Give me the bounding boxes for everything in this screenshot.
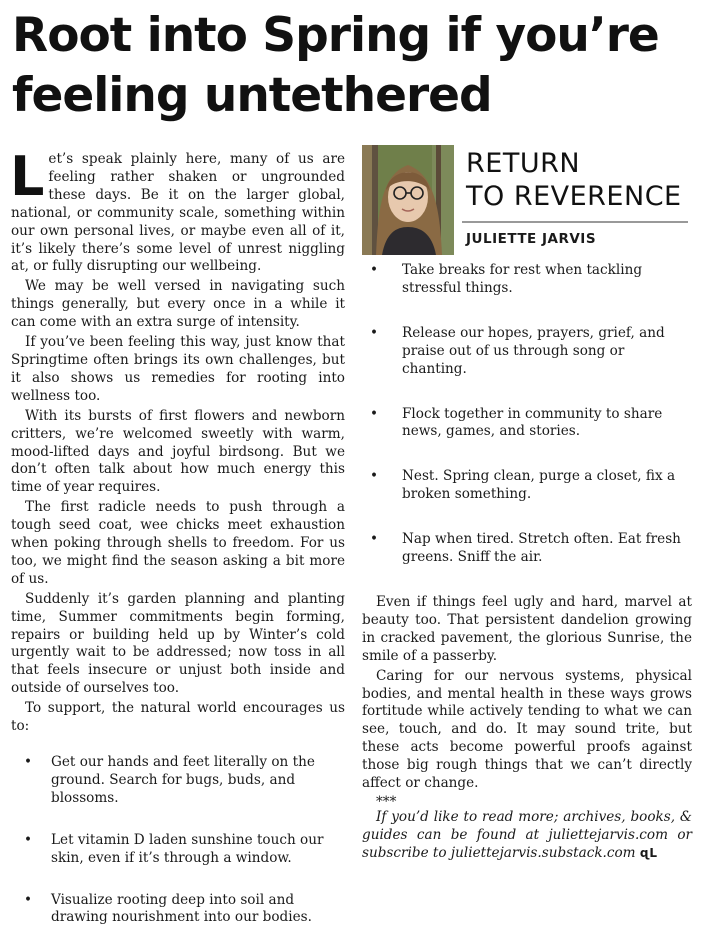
paragraph: Suddenly it’s garden planning and planting time, Summer commitments begin forming, repairs or building held up by Winter’s cold urgently wait to be addressed; now toss in all that feels insecure or unjust both inside and outside of ourselves too.: [11, 590, 345, 697]
left-column: [10, 145, 345, 927]
section-separator: ***: [376, 793, 397, 810]
bullet-icon: •: [24, 754, 33, 770]
bullet-icon: •: [370, 468, 379, 485]
headline-line-1: Root into Spring if you’re: [12, 8, 659, 63]
paragraph: We may be well versed in navigating such things generally, but every once in a while it can come with an extra surge of intensity.: [11, 278, 345, 331]
column-title-line-2: TO REVERENCE: [466, 181, 682, 212]
list-item: • Nest. Spring clean, purge a closet, fix a broken something.: [370, 468, 676, 503]
paragraph-intro: Let’s speak plainly here, many of us are feeling rather shaken or ungrounded these days. Be it on the larger global, national, or community scale, something within our own personal lives, or maybe even all of it, it’s likely there’s some level of unrest niggling at, or fully disrupting our wellbeing.: [10, 145, 345, 275]
bullet-list-left: [11, 754, 345, 927]
paragraph: The first radicle needs to push through a tough seed coat, wee chicks meet exhaustion when poking through shells to freedom. For us too, we might find the season asking a bit more of us.: [11, 499, 345, 587]
end-mark-icon: ɋL: [639, 845, 658, 860]
paragraph: Caring for our nervous systems, physical bodies, and mental health in these ways grows fortitude while actively tending to what we can see, touch, and do. It may sound trite, but these acts become powerful proofs against those big rough things that we can’t directly affect or change.: [362, 667, 692, 792]
headline: [12, 6, 712, 126]
bullet-icon: •: [24, 891, 33, 908]
list-item: • Get our hands and feet literally on the ground. Search for bugs, buds, and blossoms.: [24, 754, 315, 806]
list-item: • Release our hopes, prayers, grief, and praise out of us through song or chanting.: [370, 324, 665, 377]
list-item: • Visualize rooting deep into soil and drawing nourishment into our bodies.: [24, 891, 312, 926]
right-column: [362, 262, 692, 865]
list-item: • Let vitamin D laden sunshine touch our skin, even if it’s through a window.: [24, 831, 324, 866]
paragraph: With its bursts of first flowers and newborn critters, we’re welcomed sweetly with warm, mood-lifted days and joyful birdsong. But we don’t often talk about how much energy this time of year requires.: [11, 407, 345, 496]
paragraph: If you’ve been feeling this way, just know that Springtime often brings its own challenges, but it also shows us remedies for rooting into wellness too.: [11, 334, 345, 404]
column-header: [362, 145, 694, 255]
author-portrait: [362, 145, 454, 255]
closing-note: If you’d like to read more; archives, books, & guides can be found at juliettejarvis.com or subscribe to juliettejarvis.substack.com ɋL: [362, 808, 692, 861]
paragraph: Even if things feel ugly and hard, marvel at beauty too. That persistent dandelion growing in cracked pavement, the glorious Sunrise, the smile of a passerby.: [362, 593, 692, 664]
bullet-icon: •: [24, 831, 33, 848]
paragraph: To support, the natural world encourages us to:: [11, 700, 345, 735]
list-item: • Nap when tired. Stretch often. Eat fresh greens. Sniff the air.: [370, 531, 681, 566]
drop-cap: L: [10, 145, 45, 208]
bullet-icon: •: [370, 324, 379, 341]
author-byline: JULIETTE JARVIS: [466, 231, 597, 247]
column-title: [466, 147, 682, 213]
list-item: • Take breaks for rest when tackling stressful things.: [370, 262, 643, 296]
bullet-icon: •: [370, 531, 379, 548]
bullet-icon: •: [370, 262, 379, 278]
divider: [462, 221, 688, 223]
bullet-list-right: [362, 262, 692, 567]
headline-line-2: feeling untethered: [12, 68, 492, 123]
portrait-image: [362, 145, 454, 255]
bullet-icon: •: [370, 405, 379, 422]
column-title-line-1: RETURN: [466, 148, 581, 179]
list-item: • Flock together in community to share news, games, and stories.: [370, 405, 663, 440]
